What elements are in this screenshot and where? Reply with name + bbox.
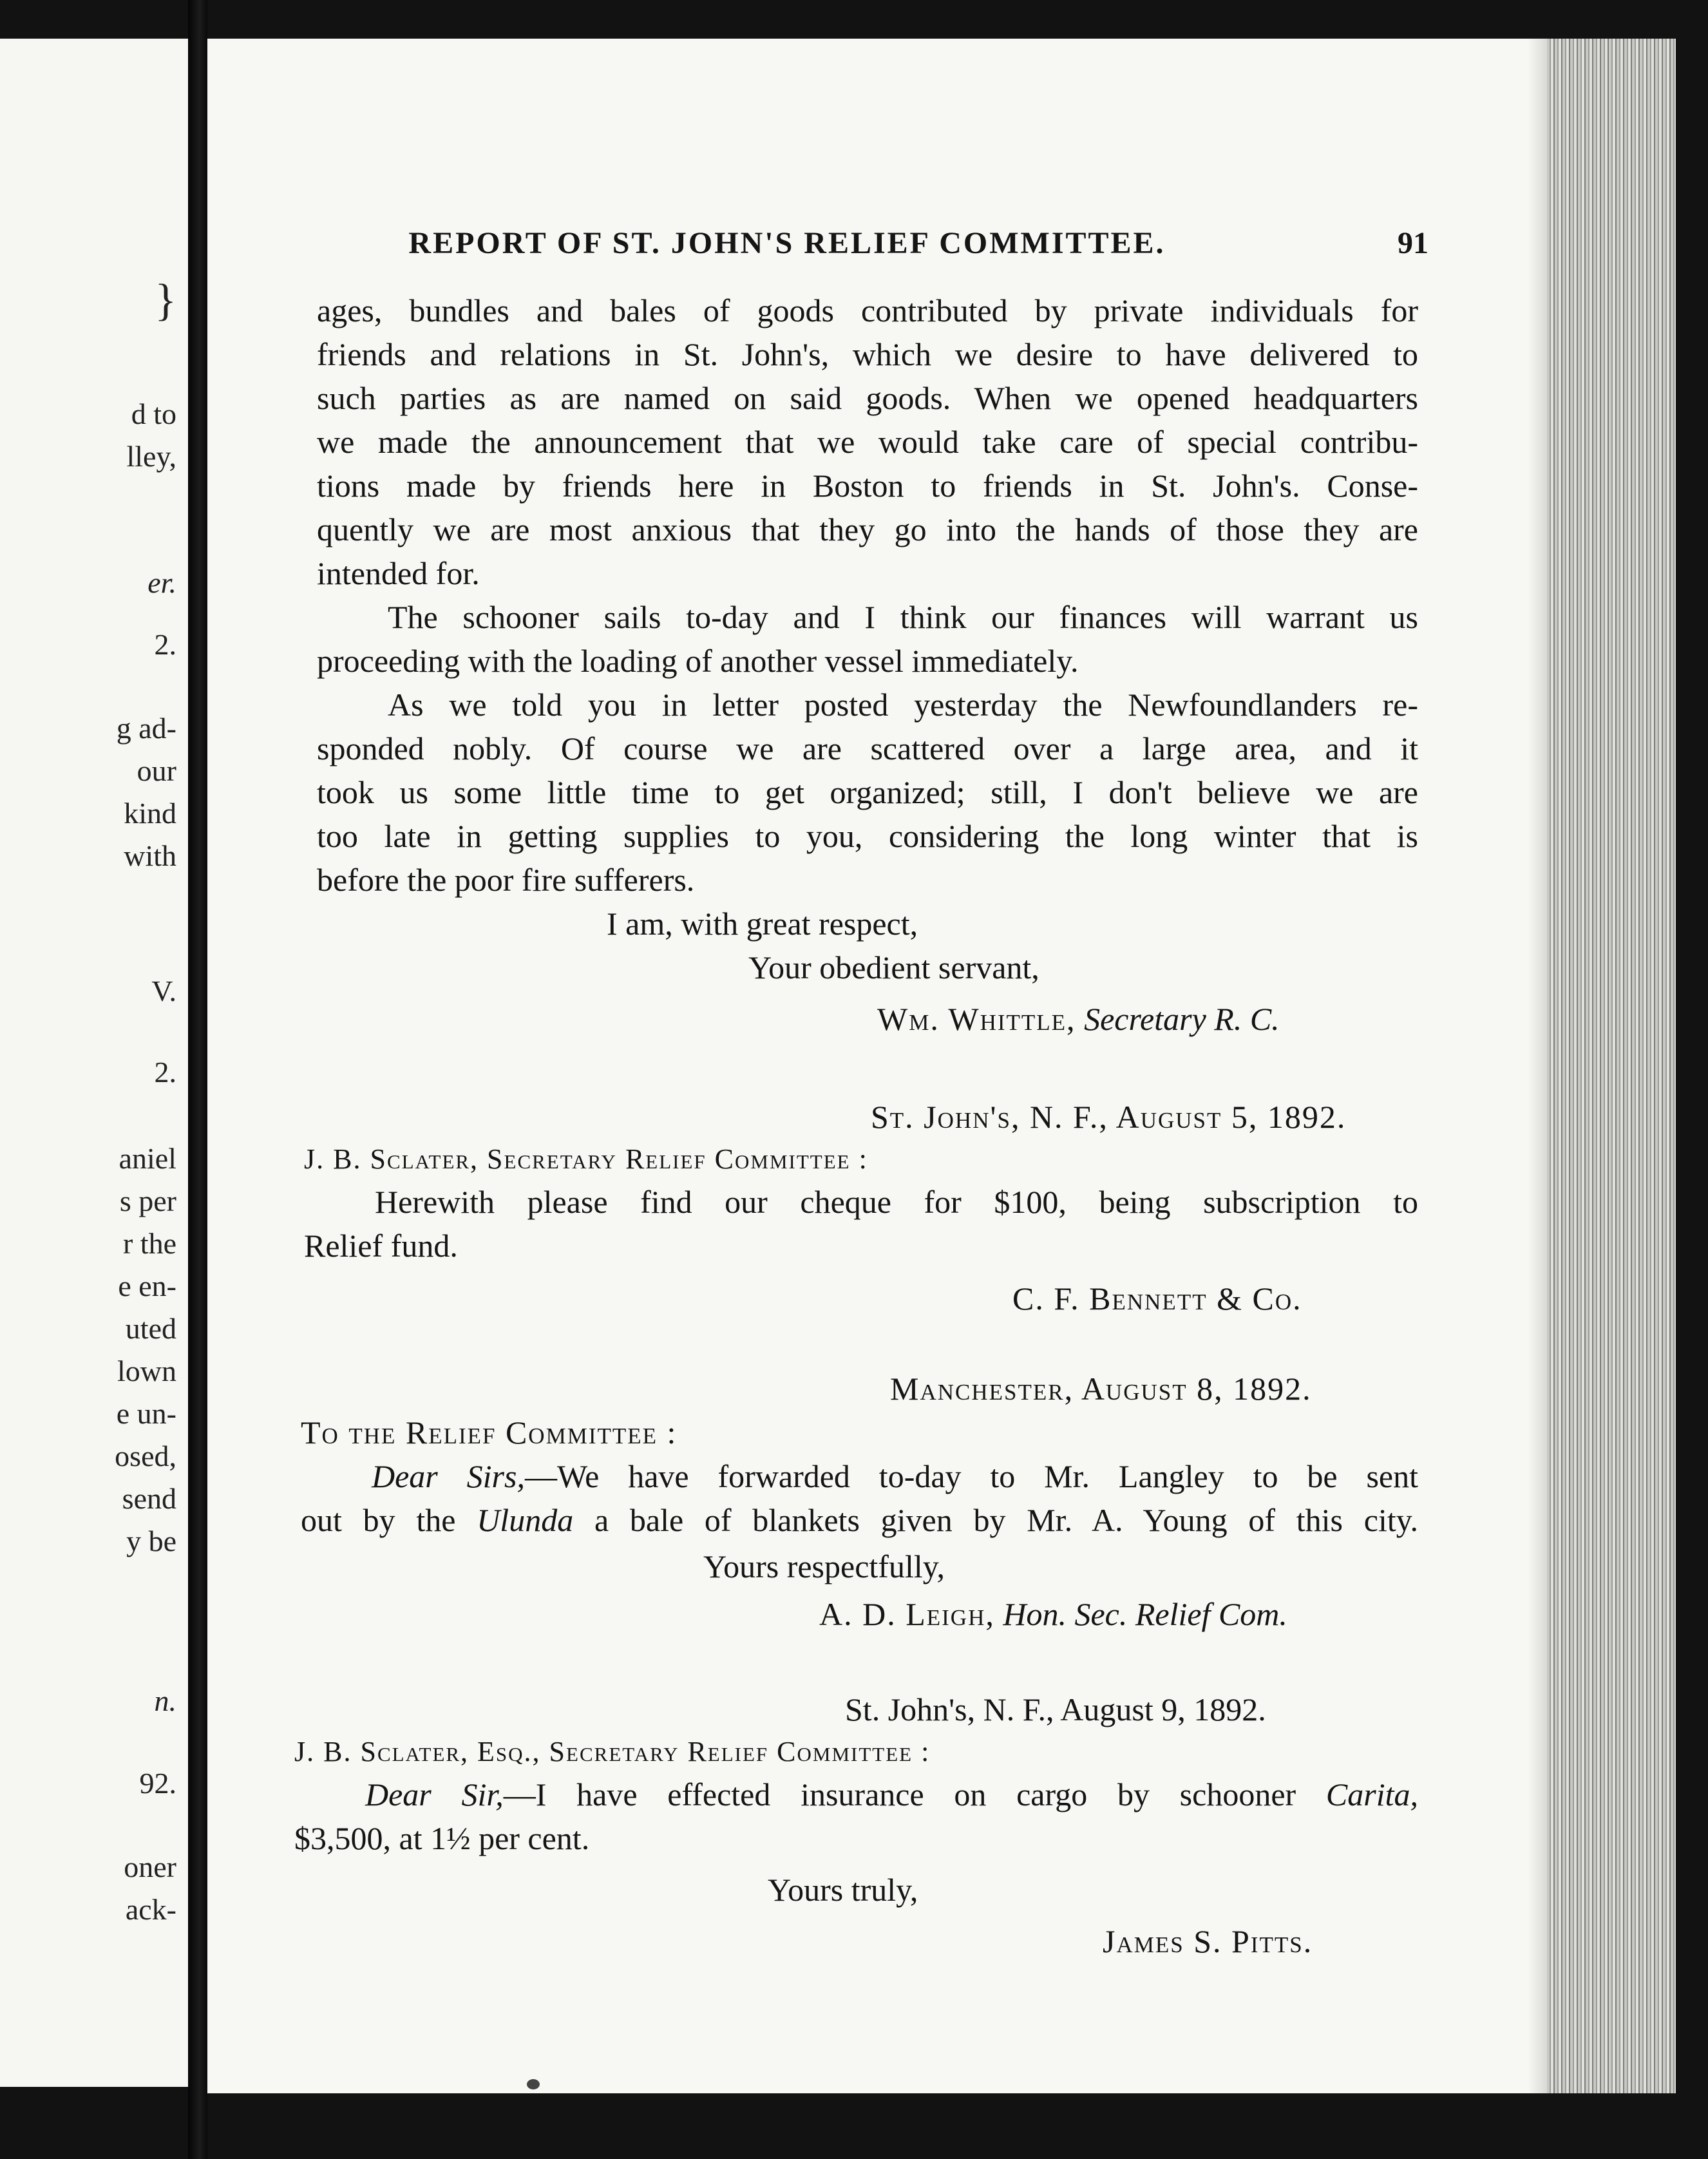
text-line: friends and relations in St. John's, which we desire to have delivered to	[317, 336, 1418, 372]
text-line: such parties as are named on said goods. When we opened headquarters	[317, 380, 1418, 416]
closing-line: Yours truly,	[768, 1872, 918, 1908]
left-line: d to	[131, 397, 176, 430]
ship-name: Ulunda	[477, 1502, 574, 1538]
text-line: The schooner sails to-day and I think our finances will warrant us	[388, 599, 1418, 635]
salutation: Dear Sir,	[365, 1776, 504, 1812]
signature-whittle	[877, 997, 1280, 1041]
letter-leigh-body	[301, 1454, 1418, 1542]
running-header: REPORT OF ST. JOHN'S RELIEF COMMITTEE.	[408, 226, 1166, 260]
signer-title: Hon. Sec. Relief Com.	[1003, 1596, 1287, 1632]
left-line: lown	[117, 1355, 176, 1387]
left-line: with	[124, 839, 176, 872]
text-line: before the poor fire sufferers.	[317, 862, 695, 898]
book-gutter	[188, 0, 207, 2159]
left-line: aniel	[119, 1142, 176, 1175]
text-line: out by the Ulunda a bale of blankets given by Mr. A. Young of this city.	[301, 1502, 1418, 1538]
left-line: r the	[122, 1227, 176, 1260]
left-line: uted	[125, 1312, 176, 1345]
text-line: Herewith please find our cheque for $100, being subscription to	[375, 1184, 1418, 1220]
signature-pitts: James S. Pitts.	[1103, 1923, 1313, 1959]
left-line: 2.	[154, 1056, 176, 1089]
text-line: $3,500, at 1½ per cent.	[294, 1820, 590, 1856]
page-number: 91	[1398, 226, 1428, 260]
text-line: As we told you in letter posted yesterday the Newfoundlanders re-	[388, 687, 1418, 723]
left-line: e un-	[116, 1397, 176, 1430]
dateline: St. John's, N. F., August 5, 1892.	[871, 1099, 1347, 1135]
text-line: Dear Sir,—I have effected insurance on cargo by schooner Carita,	[365, 1776, 1418, 1812]
left-brace: }	[155, 276, 176, 325]
text-line: intended for.	[317, 555, 480, 591]
text-line: too late in getting supplies to you, considering the long winter that is	[317, 818, 1418, 854]
left-line: 92.	[139, 1767, 176, 1800]
signer-title: Secretary R. C.	[1084, 1001, 1280, 1037]
left-line: V.	[151, 975, 176, 1007]
left-line: 2.	[154, 628, 176, 661]
left-line: y be	[126, 1525, 176, 1557]
signature-bennett: C. F. Bennett & Co.	[1012, 1280, 1302, 1317]
ink-smudge	[527, 2079, 540, 2089]
book-page	[207, 39, 1676, 2093]
letter-pitts-body	[294, 1773, 1418, 1860]
signer-name: Wm. Whittle,	[877, 1001, 1076, 1037]
dateline: Manchester, August 8, 1892.	[890, 1371, 1312, 1407]
letter-whittle-body	[317, 289, 1418, 902]
left-line: g ad-	[116, 712, 176, 745]
salutation: Dear Sirs,	[372, 1458, 525, 1494]
left-line: our	[137, 754, 176, 787]
left-line: osed,	[115, 1440, 176, 1472]
signer-name: A. D. Leigh,	[819, 1596, 995, 1632]
page-stack-edge	[1547, 39, 1676, 2093]
addressee: J. B. Sclater, Secretary Relief Committee :	[304, 1143, 868, 1175]
text-line: we made the announcement that we would take care of special contribu-	[317, 424, 1418, 460]
text-line: ages, bundles and bales of goods contributed by private individuals for	[317, 292, 1418, 328]
left-line: kind	[124, 797, 176, 830]
left-line: e en-	[118, 1270, 176, 1302]
closing-line: Yours respectfully,	[703, 1548, 945, 1584]
text-line: proceeding with the loading of another vessel immediately.	[317, 643, 1079, 679]
text-line: tions made by friends here in Boston to friends in St. John's. Conse-	[317, 468, 1418, 504]
closing-line: I am, with great respect,	[607, 906, 918, 942]
letter-bennett-body	[304, 1180, 1418, 1268]
text-line: sponded nobly. Of course we are scattered over a large area, and it	[317, 730, 1418, 766]
text-line: quently we are most anxious that they go into the hands of those they are	[317, 511, 1418, 547]
text-line: Dear Sirs,—We have forwarded to-day to Mr. Langley to be sent	[372, 1458, 1418, 1494]
left-line: s per	[119, 1184, 176, 1217]
left-line: lley,	[126, 440, 176, 473]
page-edge-shadow	[1528, 39, 1547, 2093]
left-line: oner	[124, 1850, 176, 1883]
signature-leigh	[819, 1592, 1287, 1636]
text-line: Relief fund.	[304, 1228, 458, 1264]
closing-line: Your obedient servant,	[748, 949, 1039, 985]
previous-page-strip	[0, 39, 188, 2087]
ship-name: Carita,	[1325, 1776, 1418, 1812]
dateline: St. John's, N. F., August 9, 1892.	[845, 1691, 1266, 1727]
left-line: ack-	[125, 1893, 176, 1926]
left-line: n.	[154, 1684, 176, 1717]
addressee: To the Relief Committee :	[301, 1414, 678, 1450]
addressee: J. B. Sclater, Esq., Secretary Relief Committee :	[294, 1736, 931, 1767]
left-line: er.	[147, 566, 176, 599]
left-line: send	[122, 1482, 176, 1515]
text-line: took us some little time to get organized; still, I don't believe we are	[317, 774, 1418, 810]
